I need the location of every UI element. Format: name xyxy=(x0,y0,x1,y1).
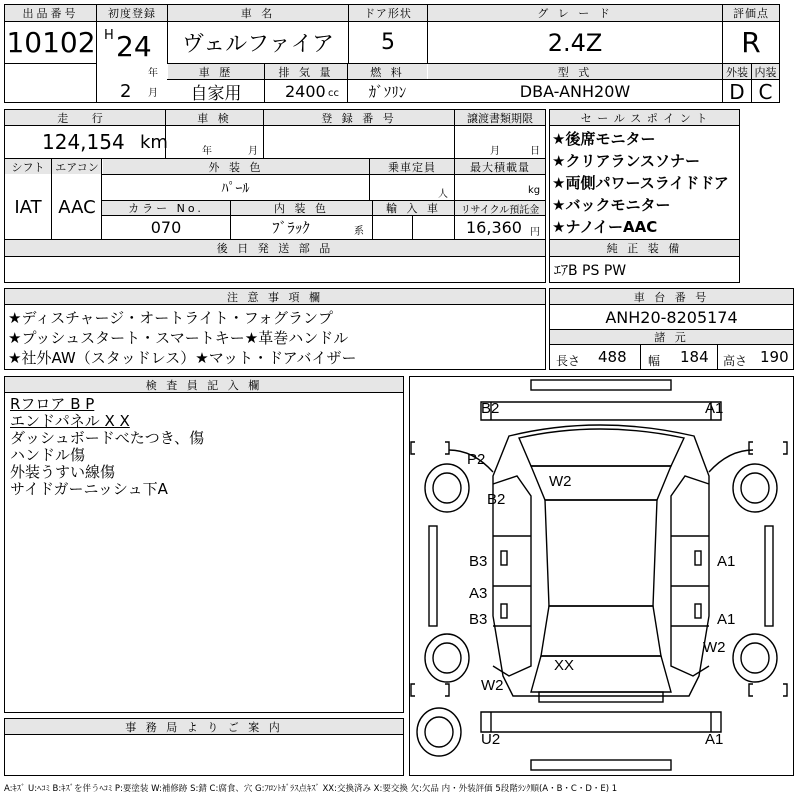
history-value: 自家用 xyxy=(190,84,242,104)
first-reg-year: 24 xyxy=(116,30,152,63)
width-value: 184 xyxy=(680,348,709,366)
inspector-label: 検 査 員 記 入 欄 xyxy=(5,377,403,392)
sales-points-label: セ ー ル ス ポ イ ン ト xyxy=(550,110,739,125)
displacement-label: 排 気 量 xyxy=(265,64,347,79)
exterior-label: 外装 xyxy=(723,64,751,79)
displacement-unit: cc xyxy=(328,88,339,99)
model-label: 型 式 xyxy=(428,64,722,79)
mark-p2-hood-left: P2 xyxy=(467,451,486,468)
inspector-line: エンドパネル X X xyxy=(10,412,130,430)
first-reg-month-unit: 月 xyxy=(148,88,158,99)
history-label: 車 歴 xyxy=(168,64,264,79)
genuine-value: ｴｱB PS PW xyxy=(554,263,627,279)
legend-text: A:ｷｽﾞ U:ﾍｺﾐ B:ｷｽﾞを伴うﾍｺﾐ P:要塗装 W:補修跡 S:錆 C:腐食、穴 G:ﾌﾛﾝﾄｶﾞﾗｽ点ｷｽﾞ XX:交換済み X:要交換 欠:欠品 内・外装評価 5段階ﾗﾝｸ順(A・B・C・D・E) 1 xyxy=(4,784,618,794)
interior-label: 内装 xyxy=(752,64,779,79)
import-label: 輸 入 車 xyxy=(373,201,454,215)
mark-b2-front-left: B2 xyxy=(481,400,500,417)
inspector-line: 外装うすい線傷 xyxy=(10,463,116,481)
mileage-value: 124,154 xyxy=(42,130,125,154)
recycle-unit: 円 xyxy=(530,227,540,238)
int-color-value: ﾌﾞﾗｯｸ xyxy=(272,219,310,237)
length-label: 長さ xyxy=(556,354,581,368)
transfer-day-unit: 日 xyxy=(530,146,540,157)
mark-a1-front-right: A1 xyxy=(705,400,724,417)
caution-line: ★プッシュスタート・スマートキー★革巻ハンドル xyxy=(8,329,349,347)
reg-no-label: 登 録 番 号 xyxy=(264,110,454,125)
chassis-value: ANH20-8205174 xyxy=(605,307,738,327)
shift-label: シフト xyxy=(5,159,51,174)
lot-label: 出品番号 xyxy=(5,5,96,21)
mark-b3-door-left: B3 xyxy=(469,553,488,570)
first-reg-label: 初度登録 xyxy=(97,5,167,21)
door-label: ドア形状 xyxy=(349,5,427,21)
lot-number: 10102 xyxy=(6,26,96,59)
mark-b3-rear-door-left: B3 xyxy=(469,611,488,628)
mark-a1-rear-bumper-right: A1 xyxy=(705,731,724,748)
first-reg-era: H xyxy=(104,28,114,43)
mileage-label: 走 行 xyxy=(5,110,165,125)
ext-color-label: 外 装 色 xyxy=(103,159,369,174)
inspector-line: サイドガーニッシュ下A xyxy=(10,480,168,498)
inspector-line: ダッシュボードべたつき、傷 xyxy=(10,429,205,447)
length-value: 488 xyxy=(598,348,627,366)
max-load-label: 最大積載量 xyxy=(455,159,545,174)
height-label: 高さ xyxy=(723,354,748,368)
office-label: 事 務 局 よ り ご 案 内 xyxy=(5,719,403,734)
displacement-value: 2400 xyxy=(285,82,326,101)
genuine-label: 純 正 装 備 xyxy=(550,240,739,256)
sales-points-list xyxy=(552,128,729,238)
caution-line: ★ディスチャージ・オートライト・フォグランプ xyxy=(8,309,333,327)
grade-label: グ レ ー ド xyxy=(428,5,722,21)
max-load-unit: kg xyxy=(528,185,541,196)
car-name: ヴェルファイア xyxy=(181,32,335,57)
chassis-label: 車 台 番 号 xyxy=(550,289,793,304)
inspector-line: ハンドル傷 xyxy=(10,446,86,464)
aircon-label: エアコン xyxy=(52,159,102,174)
height-value: 190 xyxy=(760,348,789,366)
first-reg-month: 2 xyxy=(120,81,132,102)
capacity-unit: 人 xyxy=(438,189,448,200)
fuel-value: ｶﾞｿﾘﾝ xyxy=(368,83,407,101)
inspection-month-unit: 月 xyxy=(248,146,258,157)
sales-point-item: ★ナノイーAAC xyxy=(552,218,658,236)
mark-xx-rear-floor: XX xyxy=(554,657,575,674)
inspection-label: 車 検 xyxy=(166,110,263,125)
exterior-rating: D xyxy=(729,79,745,104)
mark-a1-door-right: A1 xyxy=(717,553,736,570)
sales-point-item: ★後席モニター xyxy=(552,130,656,148)
later-parts-label: 後 日 発 送 部 品 xyxy=(5,240,545,256)
capacity-label: 乗車定員 xyxy=(370,159,454,174)
mark-w2-rear-left: W2 xyxy=(481,677,504,694)
first-reg-year-unit: 年 xyxy=(148,68,158,79)
transfer-label: 譲渡書類期限 xyxy=(455,110,545,125)
door-value: 5 xyxy=(381,30,395,55)
mileage-unit: km xyxy=(140,131,168,153)
rating-value: R xyxy=(741,26,761,59)
dims-label: 諸 元 xyxy=(550,330,793,344)
caution-label: 注 意 事 項 欄 xyxy=(5,289,545,304)
int-color-suffix: 系 xyxy=(354,226,364,237)
car-name-label: 車 名 xyxy=(168,5,348,21)
width-label: 幅 xyxy=(648,354,661,368)
aircon-value: AAC xyxy=(58,196,96,218)
inspector-notes xyxy=(10,396,204,498)
sales-point-item: ★クリアランスソナー xyxy=(552,152,700,170)
color-no-label: カラー No. xyxy=(102,201,230,215)
grade-value: 2.4Z xyxy=(547,28,603,57)
mark-w2-windshield: W2 xyxy=(549,473,572,490)
interior-rating: C xyxy=(758,79,773,104)
model-value: DBA-ANH20W xyxy=(519,82,631,101)
recycle-label: リサイクル預託金 xyxy=(455,201,545,215)
caution-line: ★社外AW（スタッドレス）★マット・ドアバイザー xyxy=(8,349,357,367)
sales-point-item: ★両側パワースライドドア xyxy=(552,174,729,192)
mark-w2-rear-right: W2 xyxy=(703,639,726,656)
shift-value: IAT xyxy=(14,196,42,218)
ext-color-value: ﾊﾟｰﾙ xyxy=(221,180,250,197)
inspection-year-unit: 年 xyxy=(202,146,212,157)
mark-a3-side-left: A3 xyxy=(469,585,488,602)
inspector-line: Rフロア B P xyxy=(10,395,95,413)
color-no-value: 070 xyxy=(150,218,182,237)
mark-u2-rear-bumper-left: U2 xyxy=(481,731,501,748)
rating-label: 評価点 xyxy=(723,5,779,21)
fuel-label: 燃 料 xyxy=(348,64,427,79)
mark-b2-fender-left: B2 xyxy=(487,491,506,508)
mark-a1-rear-door-right: A1 xyxy=(717,611,736,628)
int-color-label: 内 装 色 xyxy=(231,201,372,215)
sales-point-item: ★バックモニター xyxy=(552,196,671,214)
recycle-value: 16,360 xyxy=(466,218,522,237)
car-damage-diagram xyxy=(409,376,794,776)
transfer-month-unit: 月 xyxy=(490,146,500,157)
caution-list xyxy=(8,308,356,368)
